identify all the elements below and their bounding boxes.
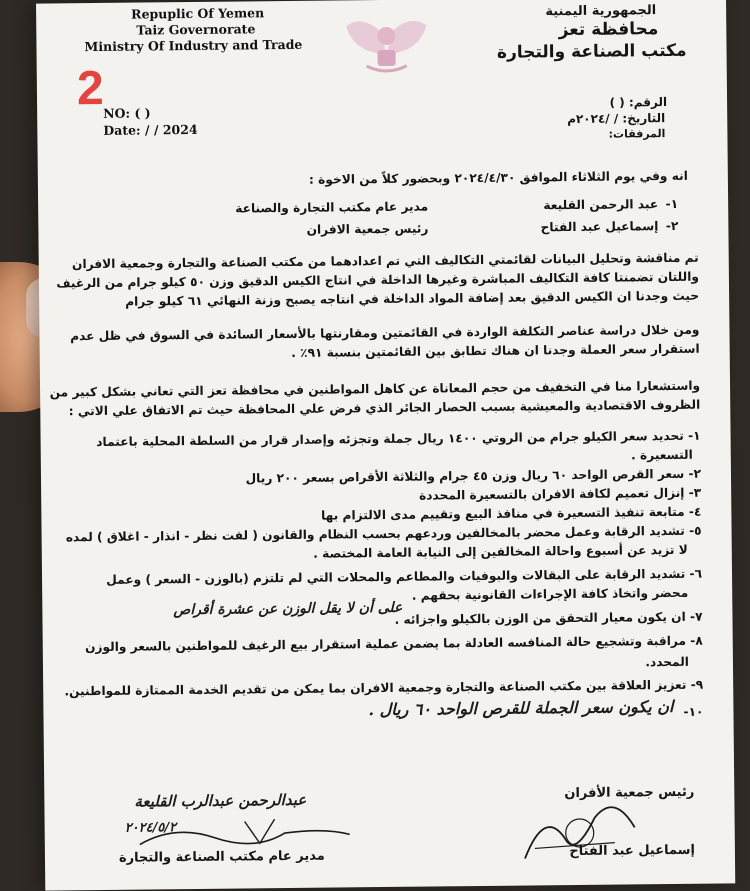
intro-line: انه وفي يوم الثلاثاء الموافق ٢٠٢٤/٤/٣٠ وبحضور كلاً من الاخوة : <box>308 168 688 187</box>
attendee-2-name: إسماعيل عبد الفتاح <box>540 219 659 235</box>
left-signature-handwritten-date: ٢٠٢٤/٥/٢ <box>124 820 177 836</box>
header-en-line-1: Repuplic Of Yemen <box>131 5 265 22</box>
item-2: ٢- سعر القرص الواحد ٦٠ ريال وزن ٤٥ جرام والثلاثة الأقراص بسعر ٢٠٠ ريال <box>245 466 702 486</box>
yemen-eagle-emblem <box>336 5 437 76</box>
item-8-line-1: ٨- مراقبة وتشجيع حالة المنافسه العادلة بما يضمن عملية استقرار بيع الرغيف للمواطنين بالسعر والوزن <box>84 633 703 655</box>
header-ar-line-3: مكتب الصناعة والتجارة <box>496 40 687 63</box>
attendee-1-name: عبد الرحمن القليعة <box>543 197 659 213</box>
left-signature-title: مدير عام مكتب الصناعة والتجارة <box>118 848 325 866</box>
para1-line-3: حيث وجدنا ان الكيس الدقيق بعد إضافة المواد الداخلة في انتاجه يصبح وزنة النهائي ٦١ كيلو جرام <box>125 288 700 309</box>
right-signature-name: إسماعيل عبد الفتاح <box>569 842 695 860</box>
item-3: ٣- إنزال تعميم لكافة الافران بالتسعيرة المحددة <box>418 485 702 503</box>
para2-line-1: ومن خلال دراسة عناصر التكلفة الواردة في القائمتين ومقارنتها بالأسعار السائدة في السوق في ظل عدم <box>70 322 700 344</box>
header-ar-date: التاريخ: / /٢٠٢٤م <box>567 111 666 127</box>
item-1-line-2: التسعيرة . <box>631 447 693 463</box>
item-9: ٩- تعزيز العلاقة بين مكتب الصناعة والتجارة وجمعية الافران بما يمكن من تقديم الخدمة الممتازة للمواطنين. <box>64 677 704 699</box>
item-10-handwritten: ان يكون سعر الجملة للقرص الواحد ٦٠ ريال . <box>368 696 674 720</box>
para3-line-1: واستشعارا منا في التخفيف من حجم المعاناة عن كاهل المواطنين في محافظة تعز التي تعاني بشكل كبير من <box>49 378 701 400</box>
para2-line-2: استقرار سعر العملة وجدنا ان هناك تطابق بين القائمتين بنسبة ٩١٪ . <box>291 341 700 360</box>
handwritten-page-number: 2 <box>76 61 104 116</box>
item-8-line-2: المحدد. <box>645 654 690 670</box>
item-5-line-2: لا تزيد عن أسبوع واحالة المخالفين إلى النيابة العامة المختصة . <box>313 542 688 561</box>
item-7-handwritten-addition: على أن لا يقل الوزن عن عشرة أقراص <box>173 599 403 619</box>
para3-line-2: الظروف الاقتصادية والمعيشية بسبب الحصار الجائر الذي فرض علي المحافظة حيث تم الاتفاق علي الاتي : <box>68 397 701 419</box>
item-1-line-1: ١- تحديد سعر الكيلو جرام من الروتي ١٤٠٠ ريال جملة وتجزئه وإصدار قرار من السلطة المحلية باعتماد <box>96 428 701 450</box>
item-4: ٤- متابعة تنفيذ التسعيرة في منافذ البيع وتقييم مدى الالتزام بها <box>320 504 702 523</box>
header-en-line-3: Ministry Of Industry and Trade <box>84 36 303 55</box>
item-5-line-1: ٥- تشديد الرقابة وعمل محضر بالمخالفين وردعهم بحسب النظام والقانون ( لفت نظر - انذار - اغلاق ) لمده <box>65 523 702 545</box>
para1-line-1: تم مناقشة وتحليل البيانات لقائمتي التكاليف التي تم اعدادهما من مكتب الصناعة والتجارة وجمعية الافران <box>71 250 699 272</box>
attendee-1-title: مدير عام مكتب التجارة والصناعة <box>235 199 429 216</box>
header-ar-line-2: محافظة تعز <box>558 19 659 41</box>
header-en-line-2: Taiz Governorate <box>136 21 256 38</box>
item-7-printed: ٧- ان يكون معيار التحقق من الوزن بالكيلو واجزائه . <box>394 609 703 627</box>
item-10-index: ١٠- <box>683 704 704 719</box>
left-signature-handwritten-name: عبدالرحمن عبدالرب القليعة <box>134 790 307 811</box>
attendee-2-title: رئيس جمعية الافران <box>306 221 429 237</box>
attendee-2-index: ٢- <box>665 218 679 234</box>
attendee-1-index: ١- <box>665 196 679 212</box>
right-signature-title: رئيس جمعية الأفران <box>564 784 695 802</box>
header-en-date: Date: / / 2024 <box>103 121 198 138</box>
document-page <box>36 0 735 891</box>
item-6-line-2: محضر واتخاذ كافة الإجراءات القانونية بحقهم . <box>411 585 689 603</box>
header-ar-line-1: الجمهورية اليمنية <box>545 3 657 20</box>
header-ar-attachments: المرفقات: <box>608 127 666 141</box>
header-ar-ref: الرقم: ( ) <box>609 95 668 110</box>
header-en-no: NO: ( ) <box>103 105 151 121</box>
para1-line-2: واللتان تضمنتا كافة التكاليف المباشرة وغيرها الداخلة في انتاج الكيس الدقيق وزن ٥٠ كيلو جرام من الرغيف <box>56 269 699 291</box>
item-6-line-1: ٦- تشديد الرقابة على البقالات والبوفيات والمطاعم والمحلات التي لم تلتزم (بالوزن - السعر ) وعمل <box>106 566 703 587</box>
